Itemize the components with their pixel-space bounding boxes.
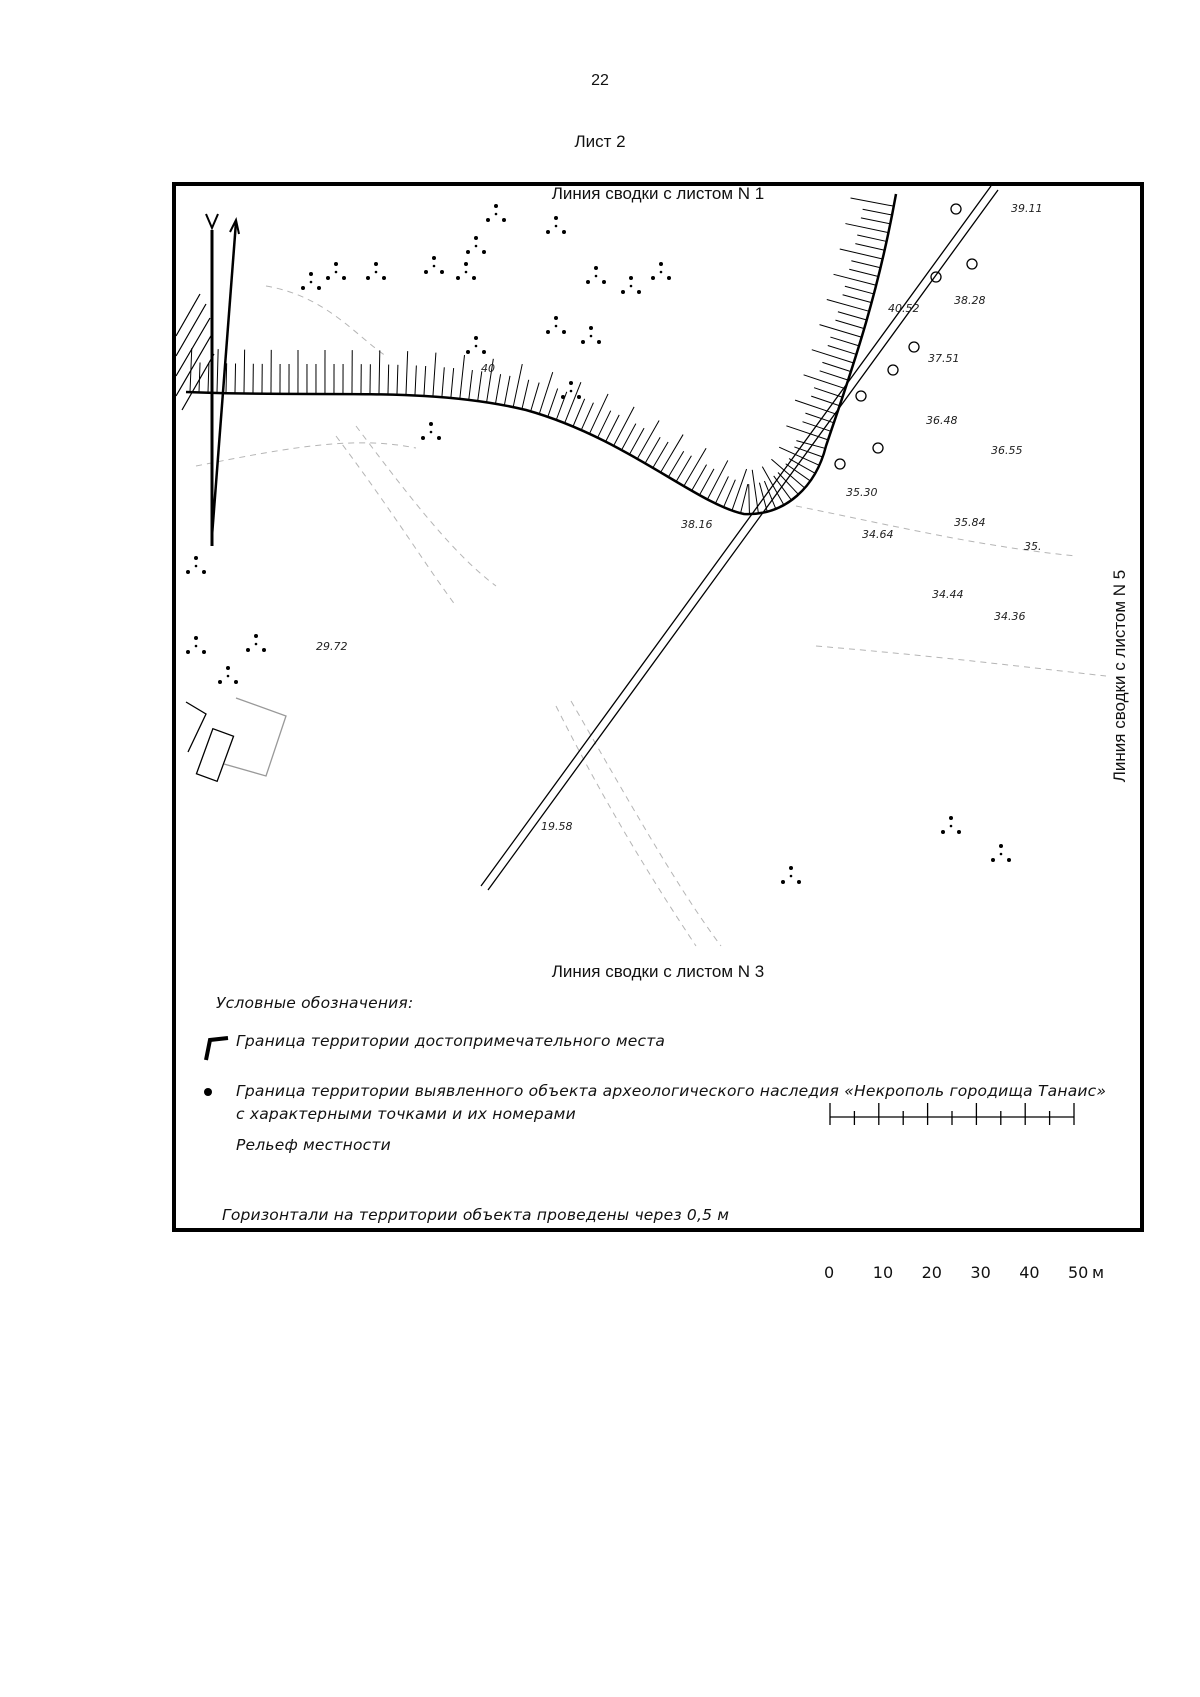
slope-hatch-line: [845, 286, 874, 294]
scale-label: 50: [1068, 1263, 1089, 1282]
slope-hatch-line: [469, 370, 473, 400]
elevation-label: 39.11: [1011, 202, 1043, 215]
vegetation-dot: [562, 330, 566, 334]
vegetation-dot: [949, 816, 953, 820]
vegetation-dot: [375, 271, 378, 274]
elevation-label: 34.64: [862, 528, 894, 541]
slope-hatch-line: [451, 368, 454, 398]
north-arrow: [206, 214, 239, 546]
vegetation-dot: [659, 262, 663, 266]
vegetation-dot: [218, 680, 222, 684]
scale-label: 10: [872, 1263, 894, 1282]
slope-hatch-line: [548, 388, 558, 416]
slope-hatch-line: [397, 365, 398, 395]
legend-boundary-landmark: Граница территории достопримечательного места: [236, 1032, 666, 1050]
vegetation-dot: [433, 265, 436, 268]
elevation-label: 40.52: [888, 302, 920, 315]
vegetation-dot: [502, 218, 506, 222]
slope-hatch-line: [565, 382, 581, 423]
vegetation-dot: [195, 565, 198, 568]
vegetation-dot: [629, 276, 633, 280]
vegetation-dot: [466, 250, 470, 254]
slope-hatch-line: [843, 295, 872, 303]
vegetation-dot: [660, 271, 663, 274]
page-number: 22: [591, 72, 609, 89]
vegetation-dot: [424, 270, 428, 274]
slope-hatch-line: [614, 407, 634, 446]
elevation-labels: [316, 202, 1043, 833]
vegetation-dot: [602, 280, 606, 284]
slope-hatch-line: [732, 469, 747, 510]
slope-hatch-line: [244, 350, 245, 394]
vegetation-dot: [581, 340, 585, 344]
vegetation-dot: [790, 875, 793, 878]
vegetation-dot: [569, 381, 573, 385]
vegetation-dot: [561, 395, 565, 399]
elevation-label: 38.28: [954, 294, 986, 307]
scale-label: 20: [921, 1263, 942, 1282]
vegetation-dot: [194, 556, 198, 560]
legend-contours-note: Горизонтали на территории объекта проведены через 0,5 м: [222, 1206, 730, 1224]
vegetation-dot: [1000, 853, 1003, 856]
slope-hatch-line: [478, 371, 482, 401]
slope-hatch-line: [573, 399, 585, 427]
elevation-label: 37.51: [928, 352, 960, 365]
vegetation-dot: [466, 350, 470, 354]
vegetation-dot: [317, 286, 321, 290]
slope-hatch-line: [388, 365, 389, 395]
elevation-label: 34.36: [994, 610, 1026, 623]
slope-hatch-line: [531, 383, 540, 412]
vegetation-dot: [465, 271, 468, 274]
slope-hatch-line: [415, 366, 416, 396]
slope-hatch-line: [424, 366, 426, 396]
vegetation-dot: [554, 316, 558, 320]
buildings: [186, 698, 286, 781]
scale-bar: [824, 1099, 1104, 1139]
vegetation-dot: [494, 204, 498, 208]
vegetation-dot: [429, 422, 433, 426]
vegetation-dot: [495, 213, 498, 216]
slope-hatch-line: [406, 351, 408, 395]
vegetation-dot: [310, 281, 313, 284]
vegetation-dot: [570, 390, 573, 393]
vegetation-dot: [546, 330, 550, 334]
vegetation-dot: [194, 636, 198, 640]
vegetation-dot: [335, 271, 338, 274]
elevation-label: 29.72: [316, 640, 348, 653]
legend-relief: Рельеф местности: [236, 1136, 391, 1154]
slope-hatch-line: [861, 218, 890, 224]
vegetation-dot: [589, 326, 593, 330]
slope-hatch-line: [208, 363, 209, 393]
vegetation-dot: [621, 290, 625, 294]
vegetation-dot: [630, 285, 633, 288]
slope-hatch-line: [851, 261, 880, 268]
vegetation-dot: [186, 650, 190, 654]
vegetation-dot: [950, 825, 953, 828]
slope-hatch-line: [460, 355, 465, 399]
slope-hatch-line: [840, 249, 883, 259]
vegetation-dot: [262, 648, 266, 652]
vegetation-dot: [234, 680, 238, 684]
slope-hatch-line: [495, 374, 500, 404]
vegetation-dot: [440, 270, 444, 274]
slope-hatch-line: [803, 422, 831, 432]
slope-hatch-line: [581, 403, 593, 430]
vegetation-dot: [366, 276, 370, 280]
vegetation-dot: [554, 216, 558, 220]
edge-label-bottom: Линия сводки с листом N 3: [551, 962, 765, 981]
elevation-label: 19.58: [541, 820, 573, 833]
slope-hatch-line: [857, 235, 886, 241]
vegetation-dot: [781, 880, 785, 884]
vegetation-dot: [991, 858, 995, 862]
elevation-label: 34.44: [932, 588, 964, 601]
slope-hatch-line: [838, 312, 867, 320]
edge-label-top: Линия сводки с листом N 1: [551, 184, 765, 203]
vegetation-dot: [789, 866, 793, 870]
vegetation-dot: [432, 256, 436, 260]
vegetation-dot: [456, 276, 460, 280]
legend-boundary-object: Граница территории выявленного объекта археологического наследия «Некрополь городища Танаис»: [236, 1082, 1107, 1100]
vegetation-dot: [577, 395, 581, 399]
slope-hatch-line: [828, 346, 857, 355]
elevation-label: 35.84: [954, 516, 986, 529]
slope-hatch-line: [684, 448, 706, 486]
vegetation-dot: [254, 634, 258, 638]
road: [481, 186, 998, 890]
slope-hatch-line: [442, 367, 444, 397]
vegetation-dot: [586, 280, 590, 284]
elevation-label: 36.48: [926, 414, 958, 427]
slope-hatch-line: [217, 349, 218, 393]
sheet-title: Лист 2: [574, 132, 626, 151]
scale-label: 30: [970, 1263, 991, 1282]
scale-label: 40: [1019, 1263, 1040, 1282]
vegetation-dot: [226, 666, 230, 670]
elevation-label: 35.30: [846, 486, 878, 499]
slope-hatch-line: [786, 464, 811, 481]
slope-hatch-line: [226, 363, 227, 393]
slope-hatch-line: [598, 411, 611, 438]
slope-hatch-line: [849, 269, 878, 276]
scale-unit: м: [1092, 1263, 1105, 1282]
vegetation-dot: [421, 436, 425, 440]
vegetation-dot: [255, 643, 258, 646]
vegetation-dot: [562, 230, 566, 234]
slope-hatch-line: [855, 244, 884, 251]
vegetation-dot: [486, 218, 490, 222]
slope-hatch-line: [863, 209, 892, 215]
vegetation-dot: [437, 436, 441, 440]
vegetation-dot: [186, 570, 190, 574]
relief-contours: [196, 286, 1106, 946]
vegetation-dot: [334, 262, 338, 266]
vegetation-dot: [475, 345, 478, 348]
vegetation-dot: [957, 830, 961, 834]
vegetation-dot: [342, 276, 346, 280]
slope-hatch-line: [820, 371, 849, 380]
slope-hatch-line: [707, 460, 727, 499]
vegetation-dot: [637, 290, 641, 294]
slope-hatch-line: [589, 394, 608, 434]
slope-hatch-line: [199, 363, 200, 393]
legend-title: Условные обозначения:: [216, 994, 414, 1012]
vegetation-dot: [594, 266, 598, 270]
vegetation-dot: [555, 325, 558, 328]
vegetation-dot: [474, 336, 478, 340]
slope-hatch-line: [811, 396, 839, 406]
vegetation-dot: [1007, 858, 1011, 862]
vegetation-dot: [482, 350, 486, 354]
slope-hatching: [190, 198, 894, 514]
elevation-label: 38.16: [681, 518, 713, 531]
map-frame: [172, 182, 1144, 1282]
vegetation-dot: [474, 236, 478, 240]
slope-hatch-line: [661, 435, 683, 473]
vegetation-dot: [546, 230, 550, 234]
vegetation-dot: [202, 570, 206, 574]
slope-hatch-line: [513, 364, 522, 407]
vegetation-dot: [326, 276, 330, 280]
slope-hatch-line: [830, 337, 859, 346]
edge-label-right: Линия сводки с листом N 5: [1110, 569, 1129, 783]
elevation-label: 36.55: [991, 444, 1023, 457]
vegetation-dot: [482, 250, 486, 254]
vegetation-dot: [227, 675, 230, 678]
vegetation-dot: [475, 245, 478, 248]
vegetation-dot: [301, 286, 305, 290]
vegetation-dot: [430, 431, 433, 434]
vegetation-dot: [590, 335, 593, 338]
vegetation-dot: [472, 276, 476, 280]
slope-hatch-line: [637, 421, 659, 459]
vegetation-dot: [941, 830, 945, 834]
vegetation-dot: [202, 650, 206, 654]
vegetation-dot: [246, 648, 250, 652]
scale-label: 0: [824, 1263, 835, 1282]
slope-hatch-line: [522, 380, 529, 409]
slope-hatch-line: [834, 274, 877, 285]
slope-hatch-line: [504, 376, 510, 405]
vegetation-dot: [999, 844, 1003, 848]
vegetation-dot: [667, 276, 671, 280]
boundary-landmark-icon: [202, 1034, 232, 1064]
slope-hatch-line: [822, 362, 851, 371]
vegetation-dot: [797, 880, 801, 884]
slope-hatch-line: [741, 484, 748, 513]
vegetation-dot: [597, 340, 601, 344]
slope-hatch-line: [778, 472, 798, 494]
vegetation-dot: [464, 262, 468, 266]
vegetation-dot: [374, 262, 378, 266]
vegetation-dot: [555, 225, 558, 228]
slope-hatch-line: [433, 353, 436, 397]
vegetation-dot: [651, 276, 655, 280]
vegetation-dot: [595, 275, 598, 278]
slope-hatch-line: [835, 320, 864, 328]
slope-hatch-line: [606, 415, 620, 442]
slope-hatch-line: [235, 363, 236, 393]
slope-hatch-line: [827, 300, 869, 312]
elevation-label: 40: [481, 362, 495, 375]
slope-hatch-line: [845, 224, 888, 233]
legend-boundary-object-cont: с характерными точками и их номерами: [236, 1105, 576, 1123]
vegetation-dot: [195, 645, 198, 648]
elevation-label: 35.: [1024, 540, 1042, 553]
point-marker-icon: [202, 1086, 214, 1098]
vegetation-dot: [382, 276, 386, 280]
vegetation-dot: [309, 272, 313, 276]
slope-hatch-line: [749, 484, 750, 514]
slope-hatch-line: [379, 350, 380, 394]
